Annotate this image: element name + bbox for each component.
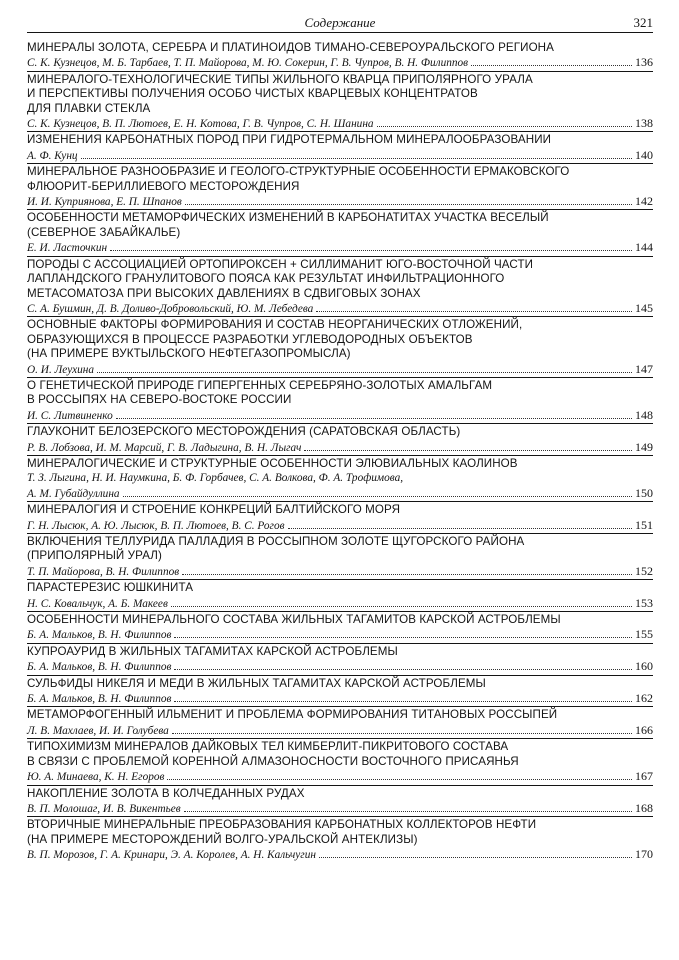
article-title-line: МИНЕРАЛОГО-ТЕХНОЛОГИЧЕСКИЕ ТИПЫ ЖИЛЬНОГО КВАРЦА ПРИПОЛЯРНОГО УРАЛА (27, 72, 533, 86)
article-title-line: ЛАПЛАНДСКОГО ГРАНУЛИТОВОГО ПОЯСА КАК РЕЗУЛЬТАТ ИНФИЛЬТРАЦИОННОГО (27, 272, 505, 286)
article-page-number: 136 (635, 55, 653, 70)
toc-entries (27, 41, 653, 864)
dot-leader (174, 692, 632, 702)
toc-entry (27, 73, 653, 133)
article-page-number: 147 (635, 361, 653, 376)
authors-line (27, 691, 653, 706)
dot-leader (471, 56, 632, 66)
toc-entry (27, 818, 653, 863)
article-authors: А. Ф. Кунц (27, 149, 78, 162)
dot-leader (116, 409, 632, 419)
dot-leader (174, 660, 632, 670)
article-authors: Т. П. Майорова, В. Н. Филиппов (27, 565, 180, 578)
article-title-line: СУЛЬФИДЫ НИКЕЛЯ И МЕДИ В ЖИЛЬНЫХ ТАГАМИТАХ КАРСКОЙ АСТРОБЛЕМЫ (27, 676, 486, 690)
article-page-number: 152 (635, 563, 653, 578)
article-title-line: ПАРАСТЕРЕЗИС ЮШКИНИТА (27, 581, 194, 595)
authors-line (27, 769, 653, 784)
article-title-line: МЕТАМОРФОГЕННЫЙ ИЛЬМЕНИТ И ПРОБЛЕМА ФОРМИРОВАНИЯ ТИТАНОВЫХ РОССЫПЕЙ (27, 708, 558, 722)
toc-entry (27, 133, 653, 164)
authors-line (27, 723, 653, 738)
article-authors: И. И. Куприянова, Е. П. Шпанов (27, 196, 182, 209)
dot-leader (185, 195, 632, 205)
article-authors: Б. А. Мальков, В. Н. Филиппов (27, 693, 172, 706)
article-authors: А. М. Губайдуллина (27, 487, 120, 500)
authors-line (27, 240, 653, 255)
article-title-line: МИНЕРАЛОГИЯ И СТРОЕНИЕ КОНКРЕЦИЙ БАЛТИЙСКОГО МОРЯ (27, 503, 401, 517)
authors-line (27, 659, 653, 674)
dot-leader (288, 519, 633, 529)
authors-line (27, 564, 653, 579)
toc-entry (27, 645, 653, 676)
page-number: 321 (633, 15, 653, 30)
article-authors: О. И. Леухина (27, 363, 95, 376)
authors-line (27, 194, 653, 209)
article-page-number: 166 (635, 722, 653, 737)
article-title-line: И ПЕРСПЕКТИВЫ ПОЛУЧЕНИЯ ОСОБО ЧИСТЫХ КВАРЦЕВЫХ КОНЦЕНТРАТОВ (27, 87, 478, 101)
authors-line (27, 847, 653, 862)
article-authors: И. С. Литвиненко (27, 409, 113, 422)
running-title: Содержание (304, 15, 376, 30)
authors-line (27, 408, 653, 423)
article-title-line: ОСНОВНЫЕ ФАКТОРЫ ФОРМИРОВАНИЯ И СОСТАВ НЕОРГАНИЧЕСКИХ ОТЛОЖЕНИЙ, (27, 318, 523, 332)
article-page-number: 153 (635, 595, 653, 610)
article-page-number: 168 (635, 800, 653, 815)
article-title-line: ГЛАУКОНИТ БЕЛОЗЕРСКОГО МЕСТОРОЖДЕНИЯ (САРАТОВСКАЯ ОБЛАСТЬ) (27, 425, 461, 439)
dot-leader (304, 441, 632, 451)
article-title-line: В РОССЫПЯХ НА СЕВЕРО-ВОСТОКЕ РОССИИ (27, 393, 292, 407)
toc-entry (27, 581, 653, 612)
toc-entry (27, 457, 653, 502)
authors-line (27, 627, 653, 642)
article-title-line: (СЕВЕРНОЕ ЗАБАЙКАЛЬЕ) (27, 225, 181, 239)
article-page-number: 140 (635, 147, 653, 162)
toc-entry (27, 41, 653, 72)
dot-leader (81, 149, 632, 159)
dot-leader (167, 770, 632, 780)
article-title-line: О ГЕНЕТИЧЕСКОЙ ПРИРОДЕ ГИПЕРГЕННЫХ СЕРЕБРЯНО-ЗОЛОТЫХ АМАЛЬГАМ (27, 378, 493, 392)
dot-leader (97, 363, 632, 373)
authors-line (27, 148, 653, 163)
toc-entry (27, 258, 653, 318)
article-title-line: МИНЕРАЛОГИЧЕСКИЕ И СТРУКТУРНЫЕ ОСОБЕННОСТИ ЭЛЮВИАЛЬНЫХ КАОЛИНОВ (27, 456, 518, 470)
authors-line: Т. З. Лыгина, Н. И. Наумкина, Б. Ф. Горбачев, С. А. Волкова, Ф. А. Трофимова, (27, 472, 404, 485)
dot-leader (172, 724, 632, 734)
article-authors: Л. В. Махлаев, И. И. Голубева (27, 724, 169, 737)
article-page-number: 142 (635, 194, 653, 209)
article-authors: Г. Н. Лысюк, А. Ю. Лысюк, В. П. Лютоев, В. С. Рогов (27, 519, 285, 532)
toc-entry (27, 379, 653, 424)
article-title-line: (ПРИПОЛЯРНЫЙ УРАЛ) (27, 549, 162, 563)
dot-leader (174, 628, 632, 638)
article-title-line: ОБРАЗУЮЩИХСЯ В ПРОЦЕССЕ РАЗРАБОТКИ УГЛЕВОДОРОДНЫХ ОБЪЕКТОВ (27, 332, 473, 346)
article-title-line: (НА ПРИМЕРЕ МЕСТОРОЖДЕНИЙ ВОЛГО-УРАЛЬСКОЙ АНТЕКЛИЗЫ) (27, 832, 418, 846)
authors-line (27, 801, 653, 816)
article-authors: В. П. Молошаг, И. В. Викентьев (27, 802, 181, 815)
toc-entry (27, 708, 653, 739)
article-authors: Е. И. Ласточкин (27, 242, 108, 255)
authors-line (27, 301, 653, 316)
article-title-line: ВКЛЮЧЕНИЯ ТЕЛЛУРИДА ПАЛЛАДИЯ В РОССЫПНОМ ЗОЛОТЕ ЩУГОРСКОГО РАЙОНА (27, 535, 525, 548)
authors-line (27, 55, 653, 70)
toc-entry (27, 165, 653, 210)
dot-leader (184, 802, 632, 812)
article-title-line: ВТОРИЧНЫЕ МИНЕРАЛЬНЫЕ ПРЕОБРАЗОВАНИЯ КАРБОНАТНЫХ КОЛЛЕКТОРОВ НЕФТИ (27, 818, 537, 832)
article-title-line: В СВЯЗИ С ПРОБЛЕМОЙ КОРЕННОЙ АЛМАЗОНОСНОСТИ ВОСТОЧНОГО ПРИСАЯНЬЯ (27, 754, 519, 768)
dot-leader (110, 241, 632, 251)
article-authors: Н. С. Ковальчук, А. Б. Макеев (27, 597, 168, 610)
article-page-number: 145 (635, 300, 653, 315)
toc-page (27, 14, 653, 865)
article-title-line: ДЛЯ ПЛАВКИ СТЕКЛА (27, 101, 151, 115)
article-authors: С. К. Кузнецов, М. Б. Тарбаев, Т. П. Майорова, М. Ю. Сокерин, Г. В. Чупров, В. Н. Филиппов (27, 57, 469, 70)
article-page-number: 148 (635, 407, 653, 422)
toc-entry (27, 787, 653, 818)
article-authors: Б. А. Мальков, В. Н. Филиппов (27, 661, 172, 674)
article-authors: Ю. А. Минаева, К. Н. Егоров (27, 771, 165, 784)
toc-entry (27, 613, 653, 644)
article-page-number: 144 (635, 240, 653, 255)
authors-line (27, 518, 653, 533)
article-title-line: ОСОБЕННОСТИ МЕТАМОРФИЧЕСКИХ ИЗМЕНЕНИЙ В КАРБОНАТИТАХ УЧАСТКА ВЕСЕЛЫЙ (27, 211, 549, 225)
dot-leader (123, 487, 632, 497)
toc-entry (27, 503, 653, 534)
article-title-line: ИЗМЕНЕНИЯ КАРБОНАТНЫХ ПОРОД ПРИ ГИДРОТЕРМАЛЬНОМ МИНЕРАЛООБРАЗОВАНИИ (27, 133, 552, 147)
authors-line (27, 440, 653, 455)
article-title-line: МИНЕРАЛЬНОЕ РАЗНООБРАЗИЕ И ГЕОЛОГО-СТРУКТУРНЫЕ ОСОБЕННОСТИ ЕРМАКОВСКОГО (27, 165, 570, 179)
header-rule (27, 32, 653, 33)
article-authors: С. К. Кузнецов, В. П. Лютоев, Е. Н. Котова, Г. В. Чупров, С. Н. Шанина (27, 118, 374, 131)
page-header (27, 14, 653, 34)
toc-entry (27, 677, 653, 708)
article-title-line: ПОРОДЫ С АССОЦИАЦИЕЙ ОРТОПИРОКСЕН + СИЛЛИМАНИТ ЮГО-ВОСТОЧНОЙ ЧАСТИ (27, 257, 534, 271)
article-authors: Б. А. Мальков, В. Н. Филиппов (27, 629, 172, 642)
article-page-number: 162 (635, 691, 653, 706)
article-title-line: ОСОБЕННОСТИ МИНЕРАЛЬНОГО СОСТАВА ЖИЛЬНЫХ ТАГАМИТОВ КАРСКОЙ АСТРОБЛЕМЫ (27, 613, 561, 627)
article-page-number: 149 (635, 439, 653, 454)
authors-line (27, 596, 653, 611)
article-authors: В. П. Морозов, Г. А. Кринари, Э. А. Королев, А. Н. Кальчугин (27, 849, 316, 862)
article-page-number: 170 (635, 847, 653, 862)
article-title-line: КУПРОАУРИД В ЖИЛЬНЫХ ТАГАМИТАХ КАРСКОЙ АСТРОБЛЕМЫ (27, 644, 398, 658)
dot-leader (182, 565, 632, 575)
article-authors: С. А. Бушмин, Д. В. Доливо-Добровольский, Ю. М. Лебедева (27, 302, 314, 315)
article-page-number: 138 (635, 116, 653, 131)
dot-leader (319, 848, 632, 858)
dot-leader (377, 117, 632, 127)
authors-line (27, 116, 653, 131)
article-title-line: НАКОПЛЕНИЕ ЗОЛОТА В КОЛЧЕДАННЫХ РУДАХ (27, 786, 305, 800)
toc-entry (27, 211, 653, 256)
dot-leader (171, 597, 632, 607)
toc-entry (27, 318, 653, 378)
article-page-number: 150 (635, 485, 653, 500)
toc-entry (27, 535, 653, 580)
article-title-line: ФЛЮОРИТ-БЕРИЛЛИЕВОГО МЕСТОРОЖДЕНИЯ (27, 179, 300, 193)
toc-entry (27, 425, 653, 456)
article-page-number: 151 (635, 517, 653, 532)
article-title-line: МИНЕРАЛЫ ЗОЛОТА, СЕРЕБРА И ПЛАТИНОИДОВ ТИМАНО-СЕВЕРОУРАЛЬСКОГО РЕГИОНА (27, 41, 554, 54)
article-page-number: 155 (635, 627, 653, 642)
dot-leader (316, 302, 632, 312)
article-authors: Р. В. Лобзова, И. М. Марсий, Г. В. Ладыгина, В. Н. Лыгач (27, 441, 302, 454)
authors-line (27, 486, 653, 501)
article-title-line: ТИПОХИМИЗМ МИНЕРАЛОВ ДАЙКОВЫХ ТЕЛ КИМБЕРЛИТ-ПИКРИТОВОГО СОСТАВА (27, 740, 509, 754)
toc-entry (27, 740, 653, 785)
article-page-number: 167 (635, 769, 653, 784)
article-title-line: МЕТАСОМАТОЗА ПРИ ВЫСОКИХ ДАВЛЕНИЯХ В СДВИГОВЫХ ЗОНАХ (27, 286, 421, 300)
article-page-number: 160 (635, 659, 653, 674)
article-title-line: (НА ПРИМЕРЕ ВУКТЫЛЬСКОГО НЕФТЕГАЗОПРОМЫСЛА) (27, 347, 351, 361)
authors-line (27, 362, 653, 377)
